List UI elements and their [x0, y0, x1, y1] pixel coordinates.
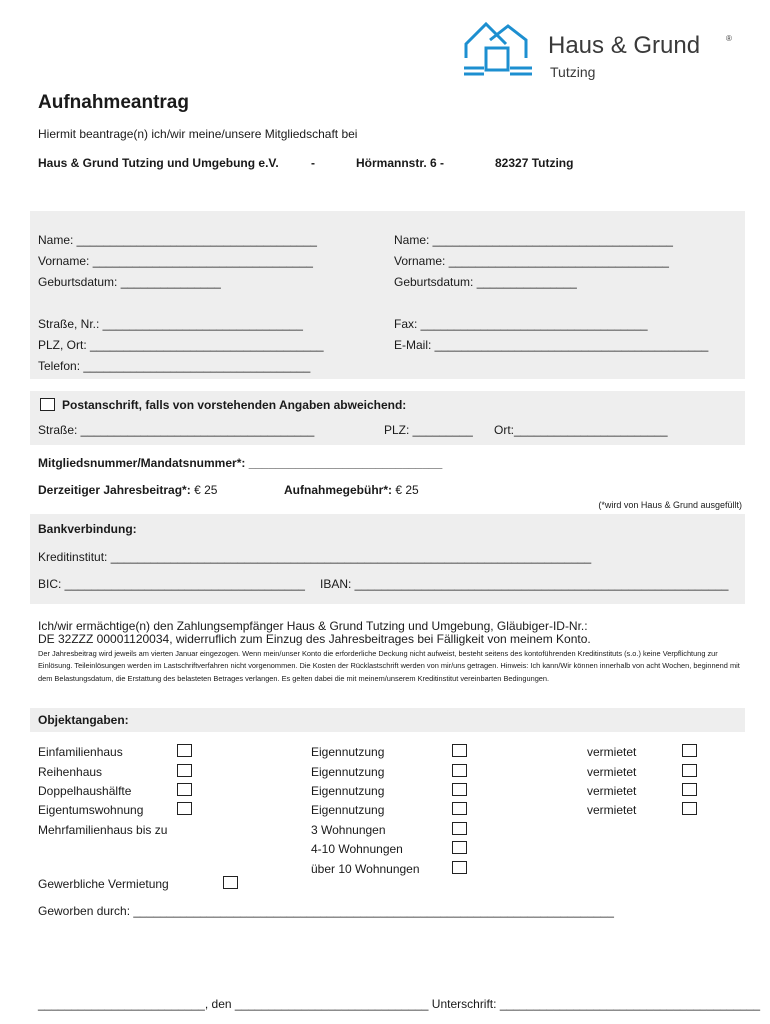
vermietet-label-3: vermietet — [587, 784, 637, 798]
admission-fee-label: Aufnahmegebühr*: — [284, 483, 392, 497]
strasse-field[interactable]: Straße, Nr.: ______________________________ — [38, 317, 303, 331]
org-city: 82327 Tutzing — [495, 156, 574, 170]
wohnungen-ueber-10-checkbox[interactable] — [452, 861, 467, 874]
bank-heading: Bankverbindung: — [38, 522, 137, 536]
person2-vorname-field[interactable]: Vorname: _________________________________ — [394, 254, 669, 268]
type-eigentumswohnung: Eigentumswohnung — [38, 803, 144, 817]
type-einfamilienhaus-checkbox[interactable] — [177, 744, 192, 757]
logo — [460, 18, 740, 84]
vermietet-label-4: vermietet — [587, 803, 637, 817]
type-doppelhaushaelfte: Doppelhaushälfte — [38, 784, 132, 798]
annual-fee-value: € 25 — [194, 483, 218, 497]
eigennutzung-checkbox-4[interactable] — [452, 802, 467, 815]
date-field[interactable]: _____________________________ — [234, 997, 429, 1011]
eigennutzung-label-4: Eigennutzung — [311, 803, 385, 817]
person1-name-field[interactable]: Name: ____________________________________ — [38, 233, 317, 247]
geworben-field[interactable]: Geworben durch: ________________________________________________________________________ — [38, 904, 614, 918]
org-street: Hörmannstr. 6 - — [356, 156, 445, 170]
org-name: Haus & Grund Tutzing und Umgebung e.V. — [38, 156, 279, 170]
admission-fee — [284, 483, 419, 497]
postal-plz-field[interactable]: PLZ: _________ — [384, 423, 473, 437]
annual-fee-label: Derzeitiger Jahresbeitrag*: — [38, 483, 191, 497]
logo-location: Tutzing — [550, 64, 596, 80]
wohnungen-3-label: 3 Wohnungen — [311, 823, 386, 837]
mandate-line-2: DE 32ZZZ 00001120034, widerruflich zum Einzug des Jahresbeitrages bei Fälligkeit von meinem Konto. — [38, 632, 591, 646]
person1-geburtsdatum-field[interactable]: Geburtsdatum: _______________ — [38, 275, 221, 289]
place-field[interactable]: _________________________ — [38, 997, 205, 1011]
type-mehrfamilienhaus: Mehrfamilienhaus bis zu — [38, 823, 168, 837]
fax-field[interactable]: Fax: __________________________________ — [394, 317, 648, 331]
kreditinstitut-field[interactable]: Kreditinstitut: ________________________________________________________________________ — [38, 550, 592, 564]
admission-fee-value: € 25 — [395, 483, 419, 497]
logo-name: Haus & Grund — [548, 32, 701, 59]
email-field[interactable]: E-Mail: _________________________________________ — [394, 338, 709, 352]
signature-row — [38, 997, 760, 1011]
postal-ort-field[interactable]: Ort:_______________________ — [494, 423, 668, 437]
eigennutzung-checkbox-1[interactable] — [452, 744, 467, 757]
vermietet-label-1: vermietet — [587, 745, 637, 759]
vermietet-checkbox-1[interactable] — [682, 744, 697, 757]
iban-field[interactable]: IBAN: ________________________________________________________ — [320, 577, 729, 591]
fee-footnote: (*wird von Haus & Grund ausgefüllt) — [598, 500, 742, 510]
telefon-field[interactable]: Telefon: __________________________________ — [38, 359, 311, 373]
intro-text: Hiermit beantrage(n) ich/wir meine/unsere Mitgliedschaft bei — [38, 127, 358, 141]
postal-checkbox[interactable] — [40, 398, 55, 411]
vermietet-checkbox-4[interactable] — [682, 802, 697, 815]
gewerbliche-vermietung-label: Gewerbliche Vermietung — [38, 877, 169, 891]
type-reihenhaus-checkbox[interactable] — [177, 764, 192, 777]
plz-ort-field[interactable]: PLZ, Ort: ___________________________________ — [38, 338, 324, 352]
den-label: , den — [204, 997, 232, 1011]
page-title: Aufnahmeantrag — [38, 92, 189, 113]
wohnungen-4-10-checkbox[interactable] — [452, 841, 467, 854]
person2-geburtsdatum-field[interactable]: Geburtsdatum: _______________ — [394, 275, 577, 289]
annual-fee — [38, 483, 217, 497]
type-doppelhaushaelfte-checkbox[interactable] — [177, 783, 192, 796]
eigennutzung-label-1: Eigennutzung — [311, 745, 385, 759]
wohnungen-3-checkbox[interactable] — [452, 822, 467, 835]
mandate-line-1: Ich/wir ermächtige(n) den Zahlungsempfänger Haus & Grund Tutzing und Umgebung, Gläubiger-ID-Nr.: — [38, 619, 588, 633]
signature-label: Unterschrift: — [431, 997, 497, 1011]
bic-field[interactable]: BIC: ____________________________________ — [38, 577, 305, 591]
eigennutzung-checkbox-2[interactable] — [452, 764, 467, 777]
eigennutzung-label-3: Eigennutzung — [311, 784, 385, 798]
mandate-fineprint: Der Jahresbeitrag wird jeweils am vierten Januar eingezogen. Wenn mein/unser Konto die erforderliche Deckung nicht aufweist, besteht seitens des kontoführenden Kreditinstituts (s.o.) keine Verpflichtung zur Einlösung. Teileinlösungen werden im Lastschriftverfahren nicht vorgenommen. Die Kosten der Rücklastschrift werden von mir/uns getragen. Hinweis: Ich kann/Wir können innerhalb von acht Wochen, beginnend mit dem Belastungsdatum, die Erstattung des belasteten Betrages verlangen. Es gelten dabei die mit meinem/unserem Kreditinstitut vereinbarten Bedingungen. — [38, 649, 740, 683]
type-eigentumswohnung-checkbox[interactable] — [177, 802, 192, 815]
signature-field[interactable]: _______________________________________ — [499, 997, 761, 1011]
logo-registered: ® — [726, 34, 732, 43]
vermietet-checkbox-2[interactable] — [682, 764, 697, 777]
wohnungen-ueber-10-label: über 10 Wohnungen — [311, 862, 420, 876]
type-reihenhaus: Reihenhaus — [38, 765, 103, 779]
type-einfamilienhaus: Einfamilienhaus — [38, 745, 123, 759]
house-logo-icon — [460, 18, 540, 80]
vermietet-label-2: vermietet — [587, 765, 637, 779]
person2-name-field[interactable]: Name: ____________________________________ — [394, 233, 673, 247]
vermietet-checkbox-3[interactable] — [682, 783, 697, 796]
eigennutzung-checkbox-3[interactable] — [452, 783, 467, 796]
eigennutzung-label-2: Eigennutzung — [311, 765, 385, 779]
postal-strasse-field[interactable]: Straße: ___________________________________ — [38, 423, 315, 437]
person1-vorname-field[interactable]: Vorname: _________________________________ — [38, 254, 313, 268]
objects-heading: Objektangaben: — [38, 713, 129, 727]
objects-panel — [30, 708, 745, 732]
org-separator: - — [311, 156, 315, 170]
wohnungen-4-10-label: 4-10 Wohnungen — [311, 842, 403, 856]
postal-heading: Postanschrift, falls von vorstehenden Angaben abweichend: — [62, 398, 407, 412]
member-number-field[interactable]: Mitgliedsnummer/Mandatsnummer*: _____________________________ — [38, 456, 443, 470]
gewerbliche-vermietung-checkbox[interactable] — [223, 876, 238, 889]
